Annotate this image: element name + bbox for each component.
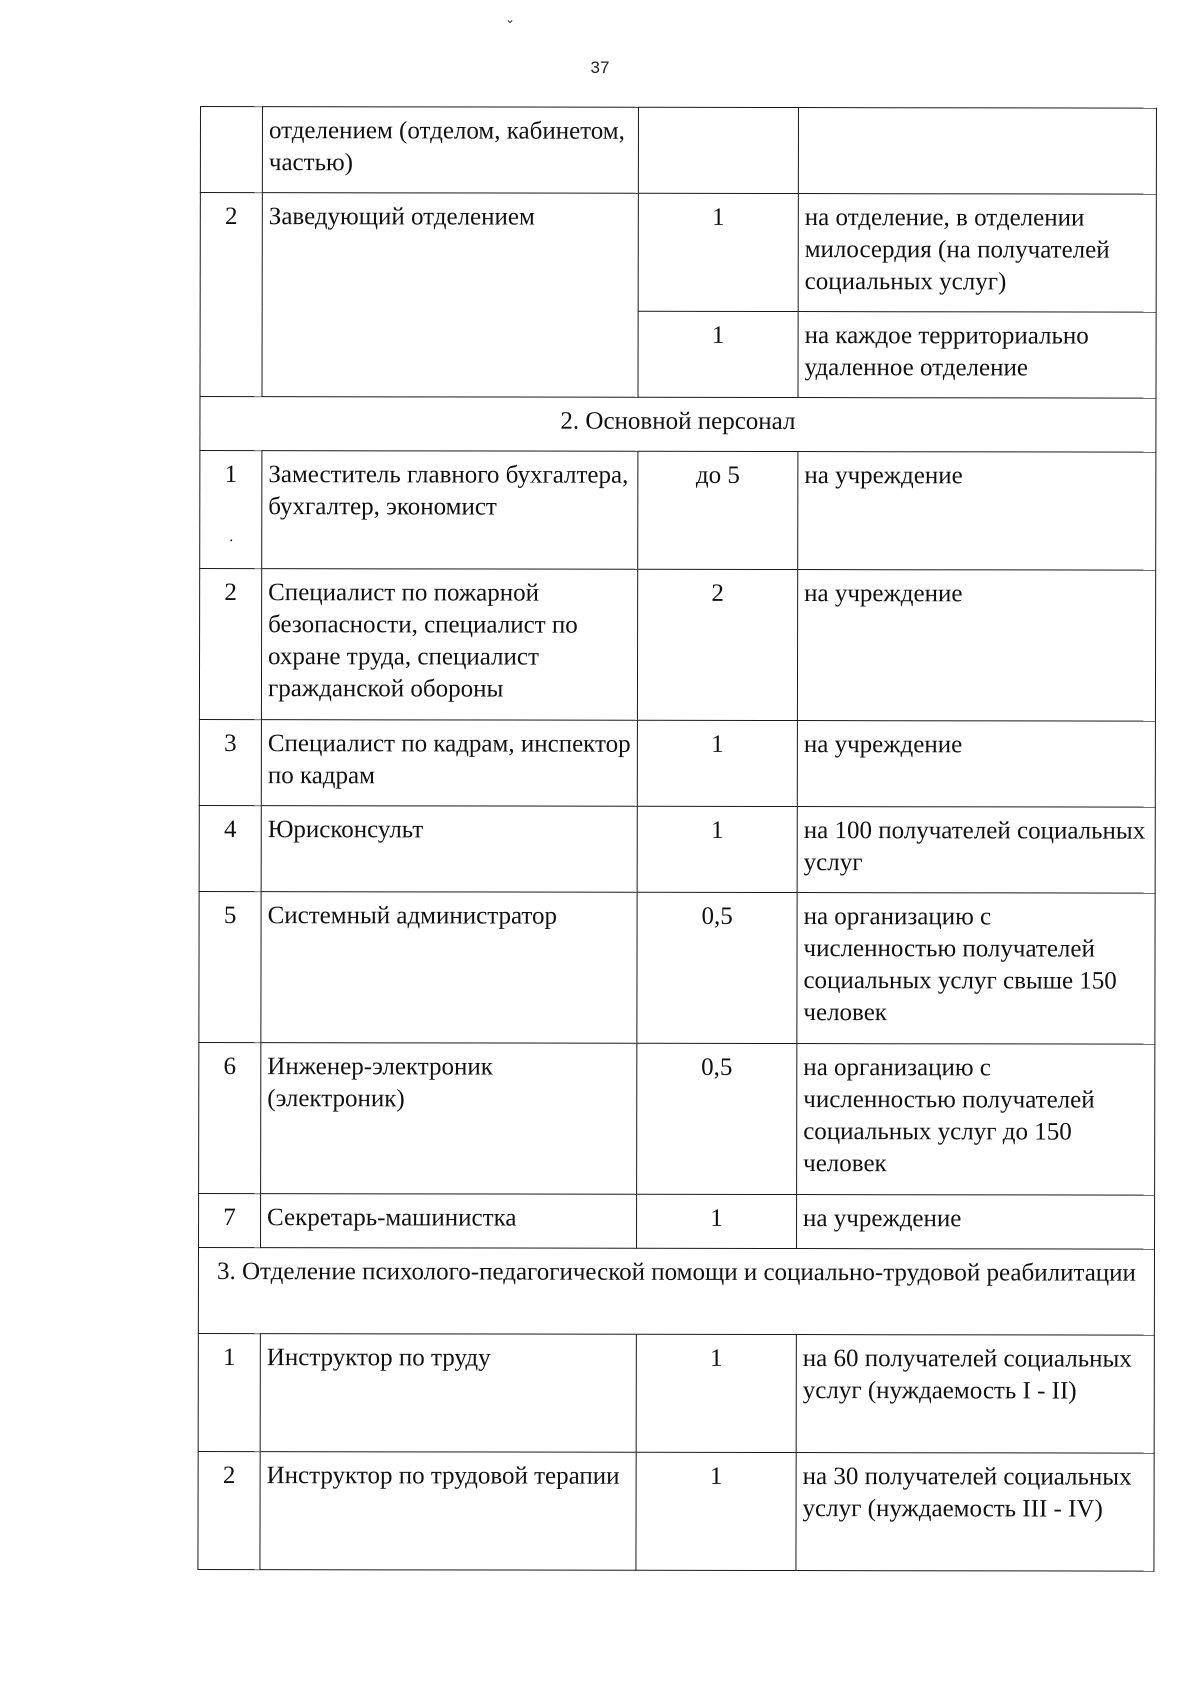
stray-dot: . [229, 528, 234, 546]
position-name-cell: отделением (отделом, кабинетом, частью) [262, 107, 638, 194]
position-name-cell: Специалист по кадрам, инспектор по кадрам [261, 720, 637, 807]
table-row [198, 1333, 1154, 1453]
row-number-cell: 2 [198, 1451, 260, 1569]
staffing-table [197, 106, 1157, 1572]
position-name-cell: Инструктор по трудовой терапии [260, 1452, 636, 1571]
table-row [199, 891, 1155, 1044]
quantity-cell: 1 [637, 1194, 797, 1248]
row-number-cell: 6 [199, 1042, 261, 1193]
basis-cell: на 60 получателей социальных услуг (нуждаемость I - II) [796, 1335, 1154, 1454]
basis-cell: на 100 получателей социальных услуг [797, 807, 1155, 894]
section-title: 3. Отделение психолого-педагогической помощи и социально-трудовой реабилитации [198, 1247, 1154, 1335]
table-row [199, 805, 1155, 893]
row-number-cell [200, 107, 262, 193]
position-name-cell: Секретарь-машинистка [261, 1194, 637, 1249]
table-row [199, 1193, 1155, 1249]
stray-scan-mark: ⌄ [505, 12, 516, 26]
quantity-cell: 1 [636, 1452, 796, 1570]
quantity-cell: 2 [637, 569, 797, 720]
position-name-cell: Инструктор по труду [260, 1334, 636, 1453]
quantity-cell: 1 [638, 311, 798, 397]
row-number-cell: 2 [199, 569, 261, 720]
quantity-cell: 1 [637, 806, 797, 892]
basis-cell: на каждое территориально удаленное отделение [798, 312, 1156, 399]
position-name-cell: Специалист по пожарной безопасности, специалист по охране труда, специалист гражданской обороны [261, 569, 637, 721]
position-name-cell: Юрисконсульт [261, 806, 637, 893]
table-row [199, 569, 1155, 722]
row-number-cell: 2 [200, 193, 262, 397]
quantity-cell: 1 [637, 720, 797, 806]
row-number-cell [200, 451, 262, 569]
basis-cell: на отделение, в отделении милосердия (на получателей социальных услуг) [798, 194, 1156, 313]
table-row [198, 1451, 1154, 1571]
section-header-row [200, 397, 1156, 453]
row-number-cell: 3 [199, 719, 261, 805]
basis-cell: на 30 получателей социальных услуг (нуждаемость III - IV) [796, 1453, 1154, 1572]
basis-cell: на организацию с численностью получателей социальных услуг свыше 150 человек [797, 893, 1155, 1045]
section-header-row [198, 1247, 1154, 1335]
quantity-cell: 1 [636, 1334, 796, 1452]
basis-cell: на учреждение [797, 721, 1155, 808]
quantity-cell: 0,5 [637, 892, 797, 1043]
page-number: 37 [590, 58, 610, 77]
position-name-cell: Заведующий отделением [262, 193, 638, 398]
position-name-cell: Заместитель главного бухгалтера, бухгалтер, экономист [262, 451, 638, 570]
basis-cell: на учреждение [798, 452, 1156, 571]
position-name-cell: Системный администратор [261, 892, 637, 1044]
row-number: 1 [224, 461, 238, 489]
table-row [199, 719, 1155, 807]
section-title: 2. Основной персонал [200, 397, 1156, 453]
basis-cell: на организацию с численностью получателей социальных услуг до 150 человек [797, 1044, 1155, 1196]
table-row [199, 1042, 1155, 1195]
row-number-cell: 7 [199, 1193, 261, 1247]
table-row [200, 107, 1156, 195]
quantity-cell: 0,5 [637, 1043, 797, 1194]
table-row [200, 451, 1156, 571]
row-number-cell: 4 [199, 805, 261, 891]
basis-cell [798, 108, 1156, 195]
basis-cell: на учреждение [797, 570, 1155, 722]
basis-cell: на учреждение [797, 1195, 1155, 1250]
row-number-cell: 5 [199, 891, 261, 1042]
table-row [200, 193, 1156, 313]
row-number-cell: 1 [198, 1333, 260, 1451]
quantity-cell [638, 107, 798, 193]
position-name-cell: Инженер-электроник (электроник) [261, 1043, 637, 1195]
quantity-cell: 1 [638, 193, 798, 311]
quantity-cell: до 5 [638, 451, 798, 569]
